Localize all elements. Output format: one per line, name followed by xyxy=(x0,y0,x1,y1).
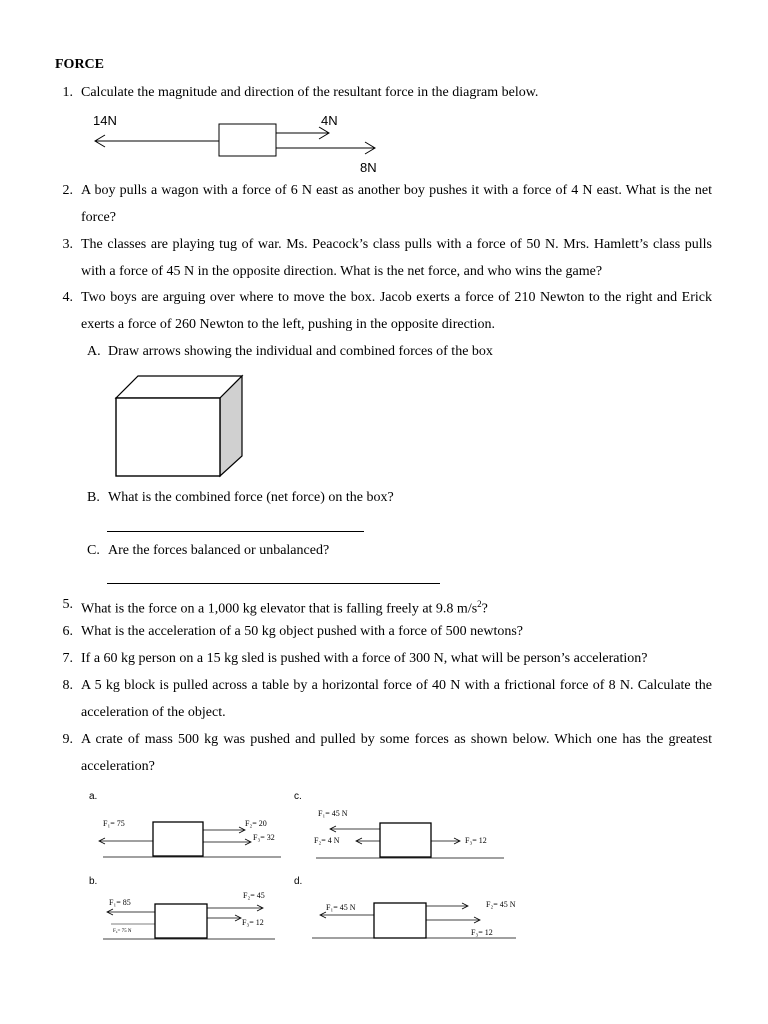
force-label-8n: 8N xyxy=(360,160,377,175)
q4-part-c xyxy=(87,541,329,561)
question-text: A boy pulls a wagon with a force of 6 N east as another boy pushes it with a force of 4 N east. What is the net force? xyxy=(81,183,712,225)
force-label-f2: F₂= 45 N xyxy=(486,900,516,909)
box-front-face xyxy=(116,398,220,476)
question-text: A 5 kg block is pulled across a table by a horizontal force of 40 N with a frictional force of 8 N. Calculate the acceleration of the object. xyxy=(81,678,712,720)
part-label: C. xyxy=(87,543,100,558)
diagram-label: b. xyxy=(89,876,98,887)
force-label-4n: 4N xyxy=(321,113,338,128)
force-label-f3: F₃= 12 xyxy=(465,836,487,845)
question-text: Two boys are arguing over where to move the box. Jacob exerts a force of 210 Newton to the right and Erick exerts a force of 260 Newton to the left, pushing in the opposite direction. xyxy=(81,290,712,332)
question-1 xyxy=(55,79,712,106)
question-number: 9. xyxy=(62,732,73,747)
crate xyxy=(155,904,207,938)
crate-diagram-c xyxy=(290,785,510,865)
question-6 xyxy=(55,618,712,645)
answer-line-c[interactable] xyxy=(107,583,440,584)
question-3 xyxy=(55,231,712,285)
force-label-f3: F₃= 32 xyxy=(253,833,275,842)
question-text: The classes are playing tug of war. Ms. Peacock’s class pulls with a force of 50 N. Mrs. Hamlett’s class pulls with a force of 45 N in the opposite direction. What is the net force, and who wins the game? xyxy=(81,237,712,279)
force-label-f2: F₂= 45 xyxy=(243,891,265,900)
question-2 xyxy=(55,177,712,231)
force-label-f1: F₁= 45 N xyxy=(318,809,348,818)
question-number: 8. xyxy=(62,678,73,693)
answer-line-b[interactable] xyxy=(107,531,364,532)
question-text-part: What is the force on a 1,000 kg elevator that is falling freely at 9.8 m/s xyxy=(81,601,478,617)
force-diagram-1 xyxy=(85,110,395,180)
question-number: 6. xyxy=(62,624,73,639)
force-label-14n: 14N xyxy=(93,113,117,128)
force-label-f1: F₁= 45 N xyxy=(326,903,356,912)
crate xyxy=(374,903,426,938)
force-label-f2: F₂= 20 xyxy=(245,819,267,828)
question-text: If a 60 kg person on a 15 kg sled is pushed with a force of 300 N, what will be person’s acceleration? xyxy=(81,651,648,666)
worksheet-title: FORCE xyxy=(55,57,104,72)
box-3d-drawing[interactable] xyxy=(110,370,250,482)
force-label-f1: F₁= 75 xyxy=(103,819,125,828)
question-text: What is the acceleration of a 50 kg object pushed with a force of 500 newtons? xyxy=(81,624,524,639)
question-4 xyxy=(55,284,712,338)
question-text: Calculate the magnitude and direction of the resultant force in the diagram below. xyxy=(81,85,539,100)
box xyxy=(219,124,276,156)
force-label-f1: F₁= 85 xyxy=(109,898,131,907)
question-number: 3. xyxy=(62,237,73,252)
crate xyxy=(153,822,203,856)
question-8 xyxy=(55,672,712,726)
question-number: 1. xyxy=(62,85,73,100)
diagram-label: c. xyxy=(294,791,302,802)
crate-diagram-b xyxy=(85,872,285,950)
crate-diagram-d xyxy=(290,872,530,950)
question-number: 5. xyxy=(62,597,73,612)
diagram-label: a. xyxy=(89,791,98,802)
part-label: A. xyxy=(87,344,101,359)
question-text-part: ? xyxy=(481,601,488,617)
force-label-f2: F₂= 4 N xyxy=(314,836,340,845)
part-text: What is the combined force (net force) on the box? xyxy=(108,490,394,505)
superscript: 2 xyxy=(477,599,482,609)
part-text: Are the forces balanced or unbalanced? xyxy=(108,543,330,558)
question-7 xyxy=(55,645,712,672)
diagram-label: d. xyxy=(294,876,303,887)
question-9 xyxy=(55,726,712,780)
question-number: 7. xyxy=(62,651,73,666)
question-number: 4. xyxy=(62,290,73,305)
force-label-f4: F₄= 75 N xyxy=(113,929,132,934)
part-label: B. xyxy=(87,490,100,505)
force-label-f3: F₃= 12 xyxy=(471,928,493,937)
question-number: 2. xyxy=(62,183,73,198)
part-text: Draw arrows showing the individual and combined forces of the box xyxy=(108,344,493,359)
crate-diagram-a xyxy=(85,785,285,865)
crate xyxy=(380,823,431,857)
force-label-f3: F₃= 12 xyxy=(242,918,264,927)
question-text: A crate of mass 500 kg was pushed and pulled by some forces as shown below. Which one has the greatest acceleration? xyxy=(81,732,712,774)
q4-part-b xyxy=(87,488,394,508)
q4-part-a xyxy=(87,342,493,362)
